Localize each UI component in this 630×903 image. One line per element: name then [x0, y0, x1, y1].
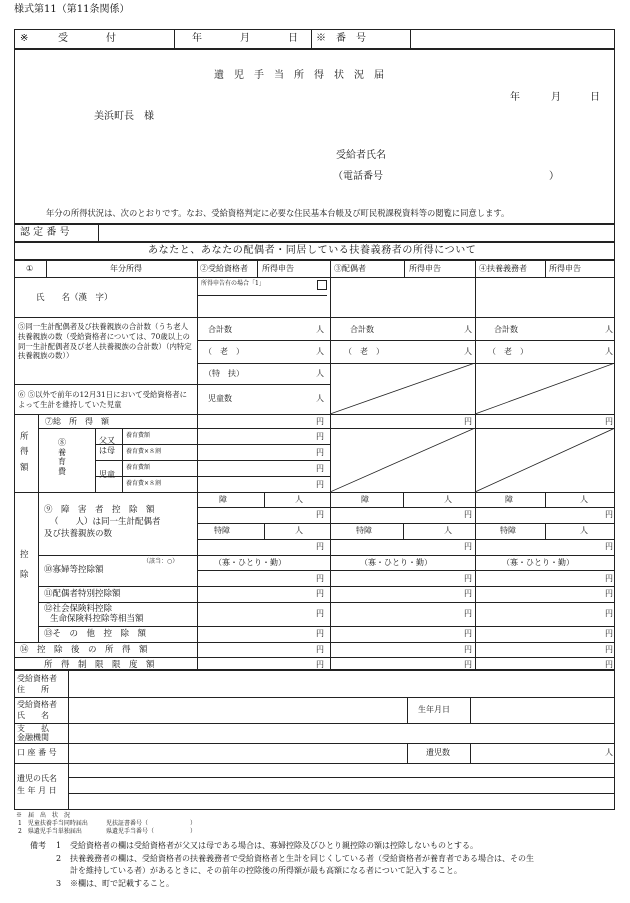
other-yen-3: 円 [605, 629, 613, 638]
spouse-special-deduction-label: ⑪配偶者特別控除額 [44, 589, 121, 599]
guardian-special-disabled: 特障 [500, 526, 516, 535]
support-label: ⑧養育費 [58, 438, 66, 476]
col-guardian: ④扶養義務者 [479, 264, 527, 273]
account-label: 口 座 番 号 [17, 748, 57, 757]
statement: 年分の所得状況は、次のとおりです。なお、受給資格判定に必要な住民基本台帳及び町民税課税資料等の閲覧に同意します。 [46, 208, 510, 218]
child-names-label-1: 遺児の氏名 [17, 774, 57, 783]
applicant-name-field[interactable] [69, 698, 406, 722]
total-income-recipient-yen: 円 [316, 417, 324, 426]
limit-yen-3: 円 [605, 660, 613, 669]
total-income-label: ⑦総 所 得 額 [45, 417, 109, 426]
recipient-total-unit: 人 [316, 325, 324, 334]
notice-line1-a: 1 児童扶養手当同時届出 [18, 820, 88, 827]
col-1-label: ① [26, 264, 34, 273]
children-count-unit: 人 [316, 394, 324, 403]
other-deduction-label: ⑬そ の 他 控 除 額 [44, 629, 147, 639]
children-row-label: ⑥ ⑤以外で前年の12月31日において受給資格者によって生計を維持していた児童 [18, 390, 187, 409]
support-yen-3: 円 [316, 464, 324, 473]
col-recipient: ②受給資格者 [200, 264, 248, 273]
insurance-yen-1: 円 [316, 609, 324, 618]
support-parent-label: 父又は母 [99, 436, 115, 455]
col-recipient-declare: 所得申告 [262, 264, 294, 273]
spouse-disabled: 障 [361, 495, 369, 504]
date-month: 月 [551, 92, 561, 103]
remark-number-1: 1 [56, 841, 62, 850]
certification-field[interactable] [99, 225, 299, 241]
deduction-group-label: 控除 [20, 550, 29, 581]
bank-field[interactable] [69, 724, 614, 742]
parent-support-amount: 養育費額 [126, 432, 151, 439]
limit-yen-2: 円 [464, 660, 472, 669]
disabled-note-2: 及び扶養親族の数 [44, 529, 113, 539]
date-day: 日 [590, 92, 600, 103]
spouse-disabled-unit: 人 [444, 495, 452, 504]
declare-note: 所得申告有の場合「1」 [201, 280, 265, 287]
reception-year: 年 [192, 33, 202, 44]
support-diagonal-strike [330, 428, 615, 492]
support-yen-1: 円 [316, 432, 324, 441]
reception-number-label: ※ 番 号 [316, 33, 366, 44]
address-field[interactable] [69, 671, 614, 696]
notice-line1-b: 児扶証書番号（ ） [106, 820, 197, 827]
birthdate-field[interactable] [471, 698, 614, 722]
certification-label: 認 定 番 号 [20, 227, 70, 238]
recipient-special-unit: 人 [316, 369, 324, 378]
child-names-label-2: 生 年 月 日 [17, 786, 57, 795]
spouse-special-yen-1: 円 [316, 589, 324, 598]
special-disabled-yen-2: 円 [464, 542, 472, 551]
income-group-label: 所得額 [20, 432, 29, 473]
applicant-name-label-1: 受給資格者 [17, 700, 57, 709]
guardian-total-unit: 人 [605, 325, 613, 334]
col-spouse: ③配偶者 [334, 264, 366, 273]
reception-day: 日 [288, 33, 298, 44]
spouse-elderly-unit: 人 [464, 347, 472, 356]
disabled-deduction-label: ⑨ 障 害 者 控 除 額 [44, 505, 155, 515]
spouse-widow-option: （寡・ひとり・勤） [360, 558, 432, 567]
remarks-label: 備考 [30, 841, 46, 850]
total-income-guardian-yen: 円 [605, 417, 613, 426]
children-number-label: 遺児数 [426, 748, 450, 757]
remark-text-2b: 計を維持している者）があるときに、その前年の控除後の所得額が最も高額になる者について記入すること。 [70, 866, 462, 875]
recipient-special: （特 扶） [204, 369, 244, 378]
widow-note: （該当：○） [143, 558, 179, 565]
address-label-2: 住 所 [17, 685, 49, 694]
insurance-label-2: 生命保険料控除等相当額 [50, 614, 144, 624]
guardian-elderly-unit: 人 [605, 347, 613, 356]
guardian-total-count: 合計数 [494, 325, 518, 334]
account-field[interactable] [69, 744, 406, 762]
recipient-special-disabled: 特障 [214, 526, 230, 535]
addressee: 美浜町長 様 [94, 111, 154, 122]
remark-text-3: ※欄は、町で記載すること。 [70, 879, 174, 888]
reception-label: 受 付 [58, 33, 130, 44]
after-yen-3: 円 [605, 645, 613, 654]
guardian-special-disabled-unit: 人 [580, 526, 588, 535]
children-number-unit: 人 [605, 748, 613, 757]
guardian-disabled-unit: 人 [580, 495, 588, 504]
after-deduction-label: ⑭ 控 除 後 の 所 得 額 [20, 645, 148, 655]
child-support-08: 養育費×８割 [126, 480, 162, 487]
special-disabled-yen-3: 円 [605, 542, 613, 551]
remark-text-1: 受給資格者の欄は受給資格者が父又は母である場合は、寡婦控除及びひとり親控除の額は控除しないものとする。 [70, 841, 478, 850]
support-child-label: 児童 [99, 470, 115, 479]
reception-number-field[interactable] [411, 30, 614, 48]
child-support-amount: 養育費額 [126, 464, 151, 471]
recipient-widow-option: （寡・ひとり・勤） [214, 558, 286, 567]
recipient-elderly: （ 老 ） [204, 347, 244, 356]
disabled-yen-1: 円 [316, 510, 324, 519]
disabled-note-1: （ 人）は同一生計配偶者 [50, 517, 161, 527]
widow-yen-2: 円 [464, 574, 472, 583]
bank-label-2: 金融機関 [17, 733, 49, 742]
recipient-special-disabled-unit: 人 [295, 526, 303, 535]
form-title: 遺 児 手 当 所 得 状 況 届 [214, 70, 384, 81]
guardian-disabled: 障 [505, 495, 513, 504]
diagonal-strike [330, 363, 615, 414]
disabled-yen-2: 円 [464, 510, 472, 519]
remark-number-2: 2 [56, 854, 62, 863]
recipient-name-label: 受給者氏名 [336, 150, 386, 161]
insurance-label-1: ⑫社会保険料控除 [44, 604, 113, 614]
spouse-special-disabled: 特障 [356, 526, 372, 535]
guardian-elderly: （ 老 ） [488, 347, 528, 356]
widow-yen-1: 円 [316, 574, 324, 583]
other-yen-1: 円 [316, 629, 324, 638]
section-title: あなたと、あなたの配偶者・同居している扶養義務者の所得について [148, 245, 477, 256]
bank-label-1: 支 払 [17, 724, 49, 733]
disabled-yen-3: 円 [605, 510, 613, 519]
spouse-elderly: （ 老 ） [344, 347, 384, 356]
spouse-special-disabled-unit: 人 [444, 526, 452, 535]
form-label: 様式第11（第11条関係） [14, 4, 130, 15]
recipient-elderly-unit: 人 [316, 347, 324, 356]
total-income-spouse-yen: 円 [464, 417, 472, 426]
insurance-yen-3: 円 [605, 609, 613, 618]
spouse-total-count: 合計数 [350, 325, 374, 334]
recipient-disabled: 障 [219, 495, 227, 504]
remark-number-3: 3 [56, 879, 62, 888]
spouse-total-unit: 人 [464, 325, 472, 334]
notice-line2-a: 2 県遺児手当単独届出 [18, 828, 82, 835]
widow-deduction-label: ⑩寡婦等控除額 [44, 565, 104, 575]
address-label-1: 受給資格者 [17, 674, 57, 683]
reception-mark: ※ [20, 33, 29, 44]
declare-checkbox[interactable] [317, 280, 327, 290]
birthdate-label: 生年月日 [418, 705, 450, 714]
insurance-yen-2: 円 [464, 609, 472, 618]
phone-open: （電話番号 [333, 171, 383, 182]
col-spouse-declare: 所得申告 [409, 264, 441, 273]
name-row-label: 氏 名（漢 字） [36, 293, 113, 303]
support-yen-4: 円 [316, 480, 324, 489]
parent-support-08: 養育費×８割 [126, 448, 162, 455]
spouse-special-yen-2: 円 [464, 589, 472, 598]
col-guardian-declare: 所得申告 [549, 264, 581, 273]
reception-month: 月 [240, 33, 250, 44]
limit-yen-1: 円 [316, 660, 324, 669]
col-year-income: 年分所得 [110, 264, 142, 273]
special-disabled-yen-1: 円 [316, 542, 324, 551]
widow-yen-3: 円 [605, 574, 613, 583]
recipient-total-count: 合計数 [208, 325, 232, 334]
phone-close: ） [549, 171, 559, 182]
support-yen-2: 円 [316, 448, 324, 457]
notice-header: ※ 届 出 状 況 [16, 812, 71, 819]
other-yen-2: 円 [464, 629, 472, 638]
remark-text-2a: 扶養義務者の欄は、受給資格者の扶養義務者で受給資格者と生計を同じくしている者（受給資格者が養育者である場合は、その生 [70, 854, 534, 863]
guardian-widow-option: （寡・ひとり・勤） [502, 558, 574, 567]
applicant-name-label-2: 氏 名 [17, 711, 49, 720]
recipient-disabled-unit: 人 [295, 495, 303, 504]
dependents-label: ⑤同一生計配偶者及び扶養親族の合計数（うち老人扶養親族の数（受給資格者については、70歳以上の同一生計配偶者及び老人扶養親族の合計数）（内特定扶養親族の数）） [18, 322, 192, 361]
spouse-special-yen-3: 円 [605, 589, 613, 598]
income-limit-label: 所 得 制 限 限 度 額 [44, 660, 155, 670]
after-yen-2: 円 [464, 645, 472, 654]
after-yen-1: 円 [316, 645, 324, 654]
date-year: 年 [510, 92, 520, 103]
notice-line2-b: 県遺児手当番号（ ） [106, 828, 197, 835]
children-count: 児童数 [208, 394, 232, 403]
